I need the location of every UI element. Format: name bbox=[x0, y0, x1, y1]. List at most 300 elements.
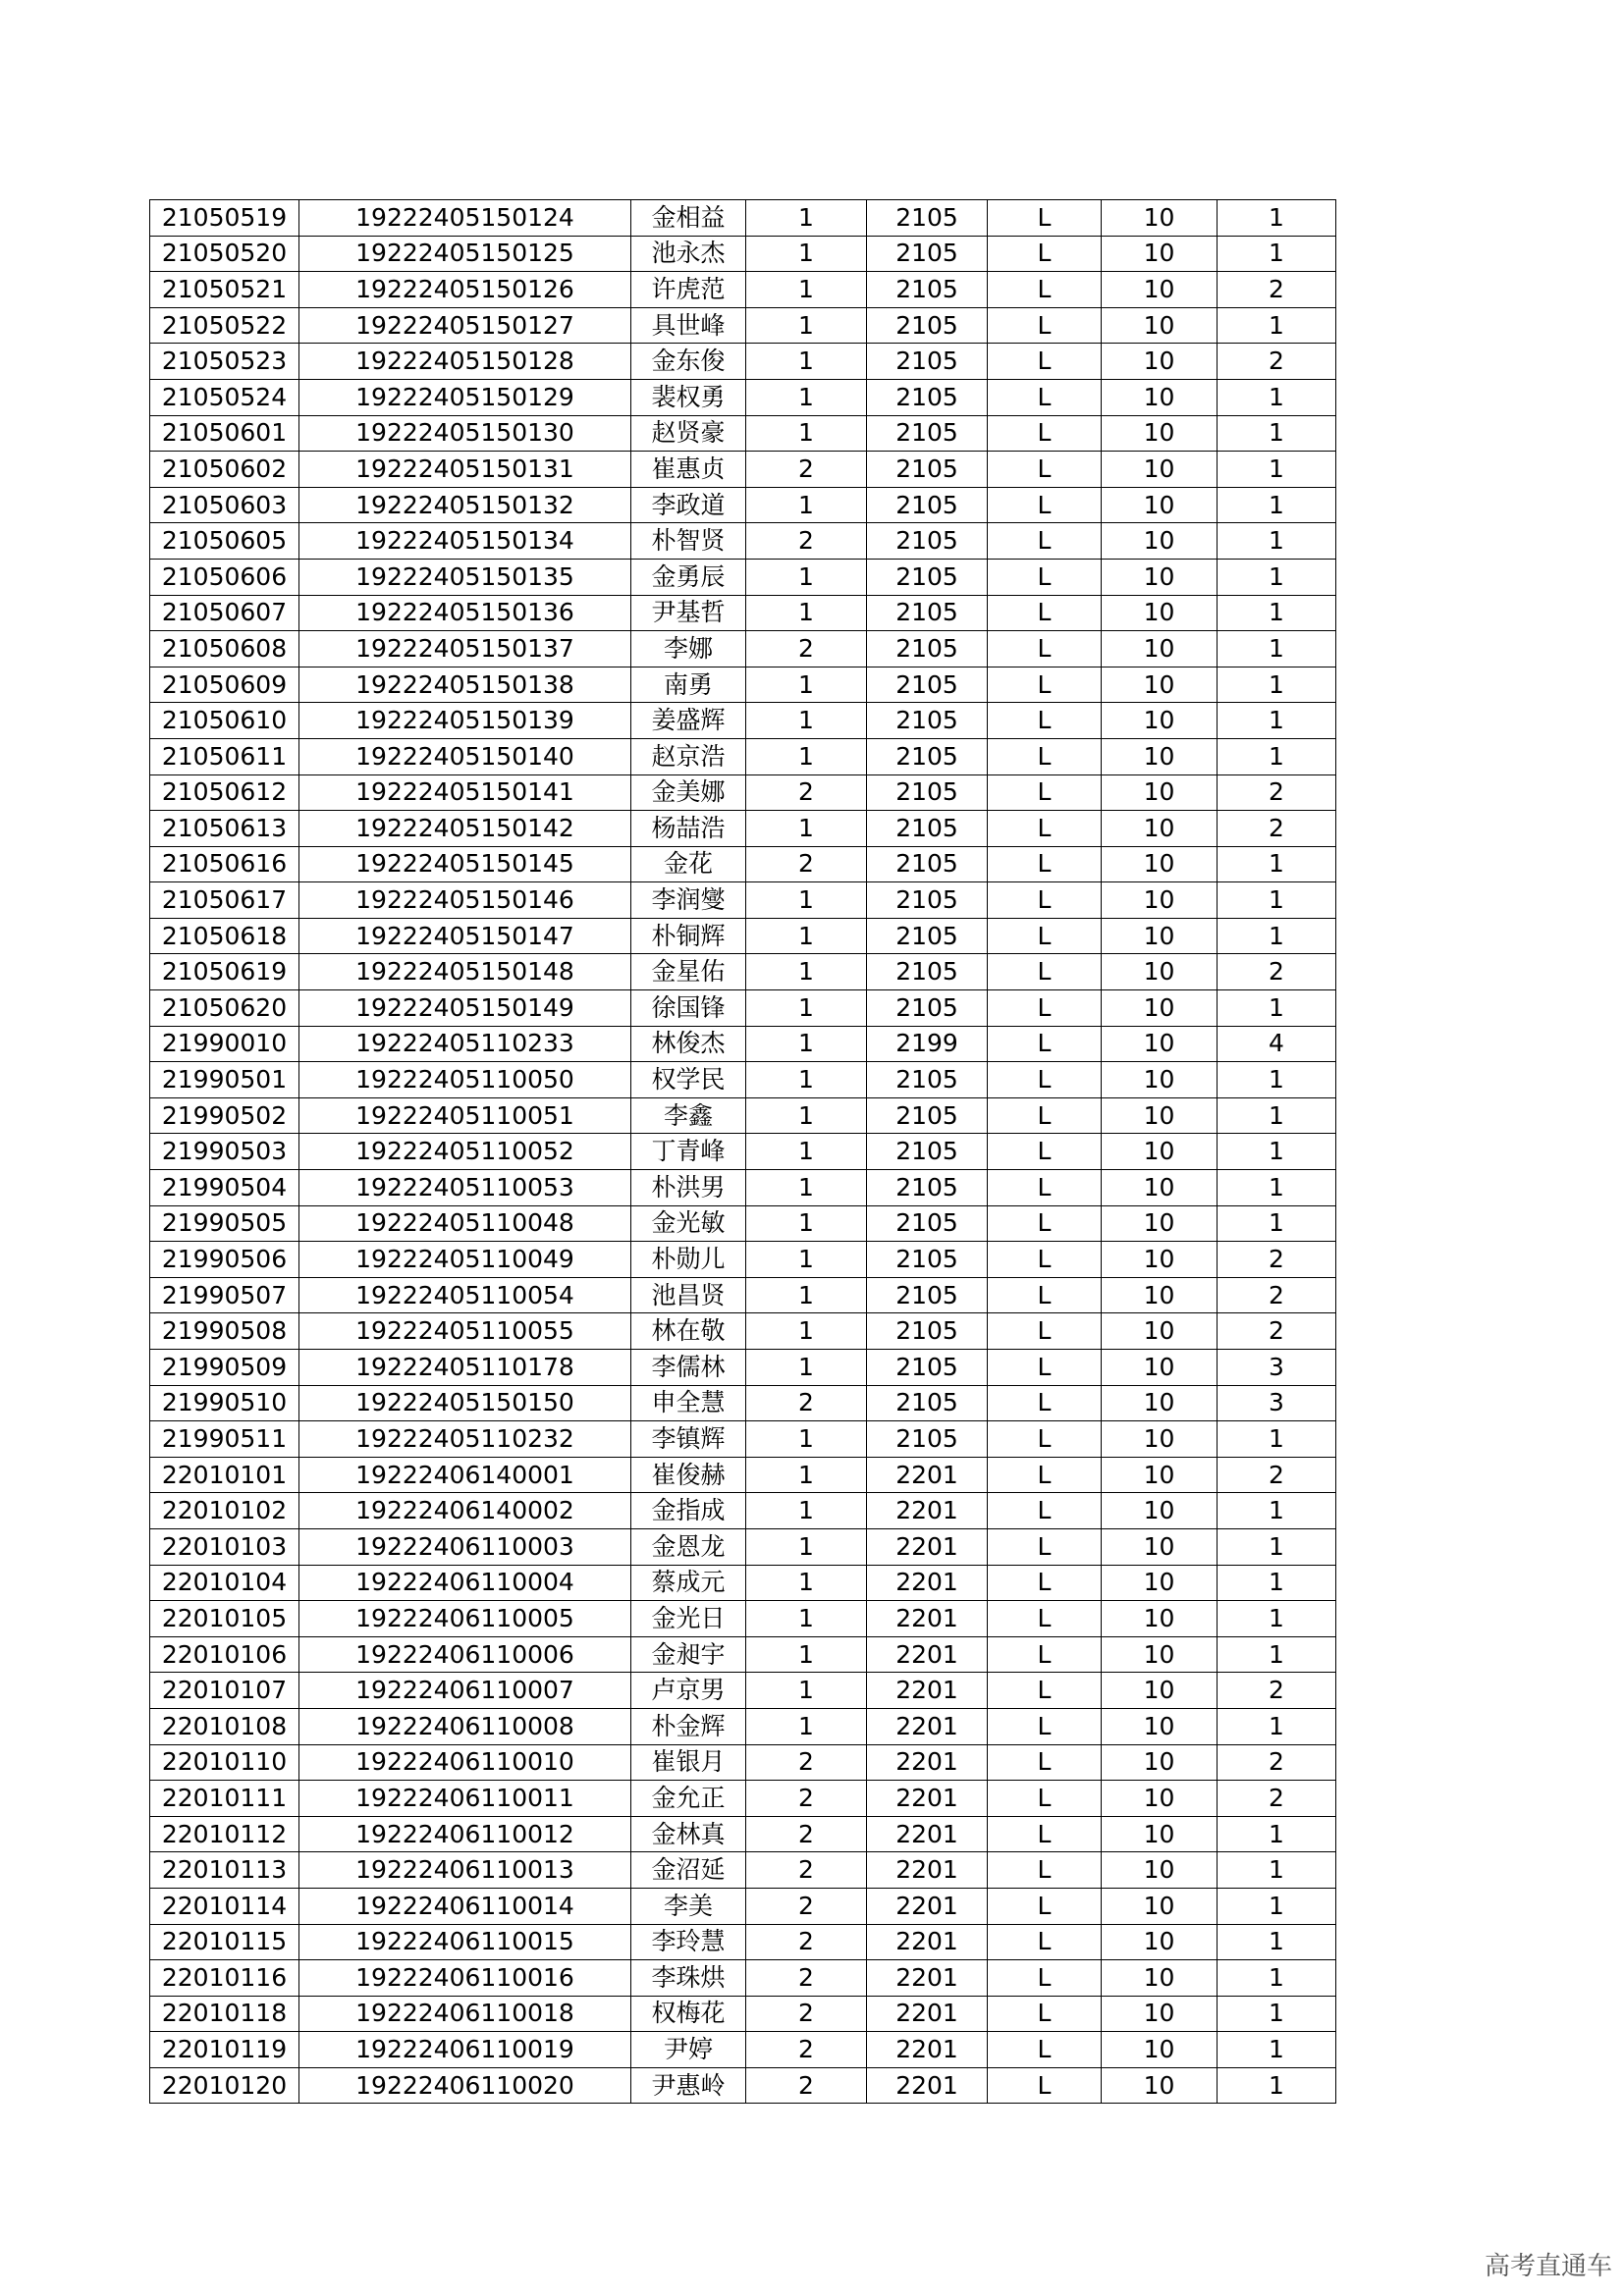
cell-count: 2 bbox=[1218, 1242, 1336, 1278]
cell-name: 权梅花 bbox=[631, 1996, 746, 2032]
cell-name: 金昶宇 bbox=[631, 1636, 746, 1673]
cell-count: 2 bbox=[1218, 1457, 1336, 1493]
cell-registration-no: 19222406110005 bbox=[299, 1601, 631, 1637]
cell-registration-no: 19222405150145 bbox=[299, 846, 631, 882]
cell-class-code: 2105 bbox=[867, 1062, 988, 1098]
cell-gender-code: 1 bbox=[746, 667, 867, 703]
cell-count: 3 bbox=[1218, 1385, 1336, 1421]
cell-count: 1 bbox=[1218, 703, 1336, 739]
cell-category: L bbox=[988, 523, 1102, 560]
cell-category: L bbox=[988, 1601, 1102, 1637]
cell-class-code: 2105 bbox=[867, 559, 988, 595]
cell-registration-no: 19222406140001 bbox=[299, 1457, 631, 1493]
cell-count: 1 bbox=[1218, 738, 1336, 774]
cell-value: 10 bbox=[1102, 1097, 1218, 1134]
cell-exam-id: 21050602 bbox=[150, 452, 299, 488]
cell-gender-code: 1 bbox=[746, 1673, 867, 1709]
cell-value: 10 bbox=[1102, 1708, 1218, 1744]
cell-gender-code: 1 bbox=[746, 1457, 867, 1493]
cell-gender-code: 1 bbox=[746, 1350, 867, 1386]
cell-exam-id: 21990504 bbox=[150, 1170, 299, 1206]
cell-registration-no: 19222406110019 bbox=[299, 2032, 631, 2068]
cell-category: L bbox=[988, 1996, 1102, 2032]
table-row bbox=[150, 738, 1336, 774]
cell-count: 1 bbox=[1218, 882, 1336, 919]
cell-value: 10 bbox=[1102, 2032, 1218, 2068]
table-row bbox=[150, 1134, 1336, 1170]
cell-value: 10 bbox=[1102, 379, 1218, 415]
cell-registration-no: 19222405150141 bbox=[299, 774, 631, 811]
cell-name: 金花 bbox=[631, 846, 746, 882]
cell-class-code: 2105 bbox=[867, 811, 988, 847]
cell-category: L bbox=[988, 1097, 1102, 1134]
cell-category: L bbox=[988, 200, 1102, 237]
cell-gender-code: 1 bbox=[746, 1277, 867, 1313]
cell-count: 1 bbox=[1218, 1888, 1336, 1924]
cell-class-code: 2105 bbox=[867, 1350, 988, 1386]
cell-category: L bbox=[988, 1565, 1102, 1601]
cell-class-code: 2105 bbox=[867, 990, 988, 1027]
cell-category: L bbox=[988, 811, 1102, 847]
cell-registration-no: 19222405150132 bbox=[299, 487, 631, 523]
cell-name: 杨喆浩 bbox=[631, 811, 746, 847]
cell-gender-code: 1 bbox=[746, 882, 867, 919]
table-row bbox=[150, 1924, 1336, 1960]
cell-value: 10 bbox=[1102, 595, 1218, 631]
cell-exam-id: 22010108 bbox=[150, 1708, 299, 1744]
cell-class-code: 2201 bbox=[867, 1673, 988, 1709]
cell-exam-id: 21050612 bbox=[150, 774, 299, 811]
cell-registration-no: 19222405150146 bbox=[299, 882, 631, 919]
table-row bbox=[150, 846, 1336, 882]
cell-count: 2 bbox=[1218, 1313, 1336, 1350]
cell-class-code: 2201 bbox=[867, 1960, 988, 1997]
cell-category: L bbox=[988, 1062, 1102, 1098]
table-row bbox=[150, 1242, 1336, 1278]
cell-gender-code: 1 bbox=[746, 738, 867, 774]
cell-value: 10 bbox=[1102, 1350, 1218, 1386]
cell-gender-code: 2 bbox=[746, 1781, 867, 1817]
cell-category: L bbox=[988, 1816, 1102, 1852]
table-row bbox=[150, 1852, 1336, 1889]
cell-class-code: 2105 bbox=[867, 307, 988, 344]
cell-value: 10 bbox=[1102, 1781, 1218, 1817]
cell-count: 2 bbox=[1218, 272, 1336, 308]
cell-value: 10 bbox=[1102, 1601, 1218, 1637]
cell-exam-id: 21990503 bbox=[150, 1134, 299, 1170]
cell-gender-code: 1 bbox=[746, 1493, 867, 1529]
cell-name: 金星佑 bbox=[631, 954, 746, 990]
cell-gender-code: 1 bbox=[746, 1636, 867, 1673]
cell-class-code: 2201 bbox=[867, 1565, 988, 1601]
cell-class-code: 2105 bbox=[867, 703, 988, 739]
cell-category: L bbox=[988, 1170, 1102, 1206]
cell-count: 2 bbox=[1218, 954, 1336, 990]
cell-category: L bbox=[988, 595, 1102, 631]
cell-name: 李润燮 bbox=[631, 882, 746, 919]
table-row bbox=[150, 631, 1336, 667]
table-row bbox=[150, 200, 1336, 237]
table-row bbox=[150, 559, 1336, 595]
cell-name: 姜盛辉 bbox=[631, 703, 746, 739]
cell-count: 1 bbox=[1218, 1960, 1336, 1997]
cell-count: 1 bbox=[1218, 415, 1336, 452]
table-row bbox=[150, 379, 1336, 415]
cell-class-code: 2105 bbox=[867, 1421, 988, 1458]
cell-class-code: 2201 bbox=[867, 1457, 988, 1493]
cell-count: 4 bbox=[1218, 1026, 1336, 1062]
cell-category: L bbox=[988, 344, 1102, 380]
cell-registration-no: 19222406110012 bbox=[299, 1816, 631, 1852]
cell-value: 10 bbox=[1102, 1134, 1218, 1170]
cell-value: 10 bbox=[1102, 954, 1218, 990]
cell-category: L bbox=[988, 1242, 1102, 1278]
cell-exam-id: 21990509 bbox=[150, 1350, 299, 1386]
cell-registration-no: 19222406110018 bbox=[299, 1996, 631, 2032]
cell-count: 1 bbox=[1218, 1636, 1336, 1673]
cell-class-code: 2201 bbox=[867, 2067, 988, 2104]
cell-category: L bbox=[988, 1277, 1102, 1313]
cell-count: 1 bbox=[1218, 307, 1336, 344]
cell-value: 10 bbox=[1102, 1636, 1218, 1673]
cell-exam-id: 22010106 bbox=[150, 1636, 299, 1673]
cell-class-code: 2201 bbox=[867, 1781, 988, 1817]
cell-exam-id: 21050522 bbox=[150, 307, 299, 344]
table-row bbox=[150, 2032, 1336, 2068]
cell-registration-no: 19222405110048 bbox=[299, 1205, 631, 1242]
cell-value: 10 bbox=[1102, 1457, 1218, 1493]
cell-exam-id: 21050607 bbox=[150, 595, 299, 631]
cell-count: 1 bbox=[1218, 667, 1336, 703]
cell-registration-no: 19222405110050 bbox=[299, 1062, 631, 1098]
cell-exam-id: 22010102 bbox=[150, 1493, 299, 1529]
cell-value: 10 bbox=[1102, 990, 1218, 1027]
cell-count: 3 bbox=[1218, 1350, 1336, 1386]
cell-exam-id: 21050521 bbox=[150, 272, 299, 308]
cell-value: 10 bbox=[1102, 344, 1218, 380]
cell-registration-no: 19222405150148 bbox=[299, 954, 631, 990]
cell-name: 朴智贤 bbox=[631, 523, 746, 560]
table-row bbox=[150, 1026, 1336, 1062]
table-row bbox=[150, 595, 1336, 631]
cell-gender-code: 1 bbox=[746, 1097, 867, 1134]
cell-exam-id: 22010103 bbox=[150, 1528, 299, 1565]
cell-name: 申全慧 bbox=[631, 1385, 746, 1421]
cell-gender-code: 2 bbox=[746, 452, 867, 488]
table-row bbox=[150, 1385, 1336, 1421]
cell-exam-id: 21050618 bbox=[150, 918, 299, 954]
cell-value: 10 bbox=[1102, 1960, 1218, 1997]
cell-value: 10 bbox=[1102, 882, 1218, 919]
cell-count: 1 bbox=[1218, 1134, 1336, 1170]
cell-value: 10 bbox=[1102, 1673, 1218, 1709]
cell-name: 南勇 bbox=[631, 667, 746, 703]
cell-name: 李美 bbox=[631, 1888, 746, 1924]
cell-category: L bbox=[988, 738, 1102, 774]
table-row bbox=[150, 1528, 1336, 1565]
cell-class-code: 2105 bbox=[867, 846, 988, 882]
cell-name: 崔俊赫 bbox=[631, 1457, 746, 1493]
cell-exam-id: 21050619 bbox=[150, 954, 299, 990]
cell-category: L bbox=[988, 631, 1102, 667]
cell-value: 10 bbox=[1102, 1816, 1218, 1852]
cell-category: L bbox=[988, 1852, 1102, 1889]
cell-exam-id: 21050617 bbox=[150, 882, 299, 919]
table-row bbox=[150, 307, 1336, 344]
cell-exam-id: 21050605 bbox=[150, 523, 299, 560]
cell-name: 金指成 bbox=[631, 1493, 746, 1529]
cell-class-code: 2201 bbox=[867, 1744, 988, 1781]
cell-class-code: 2105 bbox=[867, 523, 988, 560]
cell-name: 李镇辉 bbox=[631, 1421, 746, 1458]
table-row bbox=[150, 882, 1336, 919]
cell-registration-no: 19222405110178 bbox=[299, 1350, 631, 1386]
cell-class-code: 2201 bbox=[867, 1493, 988, 1529]
cell-count: 1 bbox=[1218, 1170, 1336, 1206]
cell-gender-code: 1 bbox=[746, 954, 867, 990]
table-row bbox=[150, 523, 1336, 560]
cell-count: 1 bbox=[1218, 1565, 1336, 1601]
cell-gender-code: 2 bbox=[746, 774, 867, 811]
cell-class-code: 2105 bbox=[867, 738, 988, 774]
cell-category: L bbox=[988, 452, 1102, 488]
cell-exam-id: 21050610 bbox=[150, 703, 299, 739]
cell-exam-id: 22010101 bbox=[150, 1457, 299, 1493]
cell-class-code: 2201 bbox=[867, 1816, 988, 1852]
cell-class-code: 2105 bbox=[867, 272, 988, 308]
cell-gender-code: 1 bbox=[746, 1205, 867, 1242]
cell-gender-code: 2 bbox=[746, 1852, 867, 1889]
cell-name: 李鑫 bbox=[631, 1097, 746, 1134]
cell-registration-no: 19222406110004 bbox=[299, 1565, 631, 1601]
table-row bbox=[150, 1708, 1336, 1744]
cell-count: 1 bbox=[1218, 1996, 1336, 2032]
cell-class-code: 2201 bbox=[867, 1996, 988, 2032]
cell-category: L bbox=[988, 379, 1102, 415]
cell-category: L bbox=[988, 1457, 1102, 1493]
cell-gender-code: 1 bbox=[746, 703, 867, 739]
cell-registration-no: 19222406110007 bbox=[299, 1673, 631, 1709]
cell-class-code: 2105 bbox=[867, 379, 988, 415]
cell-value: 10 bbox=[1102, 487, 1218, 523]
cell-registration-no: 19222406110011 bbox=[299, 1781, 631, 1817]
table-row bbox=[150, 344, 1336, 380]
cell-gender-code: 1 bbox=[746, 487, 867, 523]
cell-count: 1 bbox=[1218, 1816, 1336, 1852]
cell-name: 朴洪男 bbox=[631, 1170, 746, 1206]
cell-exam-id: 22010110 bbox=[150, 1744, 299, 1781]
cell-exam-id: 21990507 bbox=[150, 1277, 299, 1313]
cell-value: 10 bbox=[1102, 1493, 1218, 1529]
cell-value: 10 bbox=[1102, 1421, 1218, 1458]
cell-gender-code: 1 bbox=[746, 990, 867, 1027]
cell-value: 10 bbox=[1102, 918, 1218, 954]
cell-registration-no: 19222406110006 bbox=[299, 1636, 631, 1673]
cell-count: 1 bbox=[1218, 452, 1336, 488]
cell-value: 10 bbox=[1102, 1062, 1218, 1098]
cell-exam-id: 21050606 bbox=[150, 559, 299, 595]
cell-category: L bbox=[988, 1528, 1102, 1565]
cell-category: L bbox=[988, 1026, 1102, 1062]
cell-registration-no: 19222405150127 bbox=[299, 307, 631, 344]
cell-gender-code: 1 bbox=[746, 1421, 867, 1458]
cell-gender-code: 2 bbox=[746, 1385, 867, 1421]
cell-registration-no: 19222405150129 bbox=[299, 379, 631, 415]
cell-category: L bbox=[988, 667, 1102, 703]
cell-class-code: 2201 bbox=[867, 1636, 988, 1673]
table-row bbox=[150, 918, 1336, 954]
cell-class-code: 2105 bbox=[867, 1134, 988, 1170]
cell-exam-id: 21050608 bbox=[150, 631, 299, 667]
cell-class-code: 2105 bbox=[867, 1242, 988, 1278]
cell-class-code: 2105 bbox=[867, 918, 988, 954]
cell-count: 1 bbox=[1218, 1601, 1336, 1637]
cell-count: 1 bbox=[1218, 1493, 1336, 1529]
cell-gender-code: 2 bbox=[746, 1960, 867, 1997]
cell-registration-no: 19222405150125 bbox=[299, 236, 631, 272]
cell-registration-no: 19222406110003 bbox=[299, 1528, 631, 1565]
cell-class-code: 2105 bbox=[867, 344, 988, 380]
cell-exam-id: 22010111 bbox=[150, 1781, 299, 1817]
cell-value: 10 bbox=[1102, 1888, 1218, 1924]
cell-count: 1 bbox=[1218, 559, 1336, 595]
cell-exam-id: 21050524 bbox=[150, 379, 299, 415]
cell-registration-no: 19222405110051 bbox=[299, 1097, 631, 1134]
cell-category: L bbox=[988, 236, 1102, 272]
cell-gender-code: 1 bbox=[746, 1601, 867, 1637]
cell-category: L bbox=[988, 1924, 1102, 1960]
cell-name: 丁青峰 bbox=[631, 1134, 746, 1170]
cell-value: 10 bbox=[1102, 415, 1218, 452]
cell-class-code: 2105 bbox=[867, 1313, 988, 1350]
table-row bbox=[150, 1313, 1336, 1350]
cell-count: 1 bbox=[1218, 2067, 1336, 2104]
cell-value: 10 bbox=[1102, 452, 1218, 488]
cell-exam-id: 21050616 bbox=[150, 846, 299, 882]
cell-name: 尹基哲 bbox=[631, 595, 746, 631]
table-row bbox=[150, 1601, 1336, 1637]
cell-name: 金美娜 bbox=[631, 774, 746, 811]
cell-category: L bbox=[988, 1205, 1102, 1242]
cell-class-code: 2201 bbox=[867, 1601, 988, 1637]
cell-exam-id: 22010112 bbox=[150, 1816, 299, 1852]
cell-registration-no: 19222405150126 bbox=[299, 272, 631, 308]
cell-registration-no: 19222405110052 bbox=[299, 1134, 631, 1170]
cell-count: 1 bbox=[1218, 631, 1336, 667]
table-row bbox=[150, 1457, 1336, 1493]
cell-value: 10 bbox=[1102, 631, 1218, 667]
cell-count: 1 bbox=[1218, 379, 1336, 415]
cell-exam-id: 22010114 bbox=[150, 1888, 299, 1924]
cell-exam-id: 22010118 bbox=[150, 1996, 299, 2032]
cell-name: 林在敬 bbox=[631, 1313, 746, 1350]
cell-category: L bbox=[988, 2067, 1102, 2104]
cell-exam-id: 22010120 bbox=[150, 2067, 299, 2104]
cell-class-code: 2105 bbox=[867, 631, 988, 667]
cell-exam-id: 22010115 bbox=[150, 1924, 299, 1960]
cell-count: 2 bbox=[1218, 774, 1336, 811]
cell-category: L bbox=[988, 846, 1102, 882]
cell-gender-code: 2 bbox=[746, 846, 867, 882]
cell-exam-id: 22010107 bbox=[150, 1673, 299, 1709]
cell-category: L bbox=[988, 1350, 1102, 1386]
table-row bbox=[150, 1960, 1336, 1997]
cell-gender-code: 1 bbox=[746, 1242, 867, 1278]
cell-name: 尹惠岭 bbox=[631, 2067, 746, 2104]
cell-class-code: 2105 bbox=[867, 487, 988, 523]
cell-count: 1 bbox=[1218, 523, 1336, 560]
cell-class-code: 2201 bbox=[867, 1852, 988, 1889]
cell-category: L bbox=[988, 1708, 1102, 1744]
cell-exam-id: 21050613 bbox=[150, 811, 299, 847]
cell-count: 1 bbox=[1218, 1421, 1336, 1458]
cell-count: 1 bbox=[1218, 1062, 1336, 1098]
cell-name: 池永杰 bbox=[631, 236, 746, 272]
cell-value: 10 bbox=[1102, 236, 1218, 272]
cell-name: 朴铜辉 bbox=[631, 918, 746, 954]
table-row bbox=[150, 1565, 1336, 1601]
cell-category: L bbox=[988, 1421, 1102, 1458]
cell-gender-code: 2 bbox=[746, 1816, 867, 1852]
cell-count: 2 bbox=[1218, 811, 1336, 847]
cell-count: 1 bbox=[1218, 236, 1336, 272]
table-row bbox=[150, 1421, 1336, 1458]
cell-count: 2 bbox=[1218, 1781, 1336, 1817]
table-row bbox=[150, 703, 1336, 739]
cell-exam-id: 21050601 bbox=[150, 415, 299, 452]
cell-category: L bbox=[988, 1493, 1102, 1529]
cell-category: L bbox=[988, 1636, 1102, 1673]
cell-name: 金东俊 bbox=[631, 344, 746, 380]
cell-value: 10 bbox=[1102, 1385, 1218, 1421]
cell-name: 林俊杰 bbox=[631, 1026, 746, 1062]
cell-gender-code: 2 bbox=[746, 631, 867, 667]
cell-registration-no: 19222406110010 bbox=[299, 1744, 631, 1781]
cell-gender-code: 1 bbox=[746, 1313, 867, 1350]
cell-category: L bbox=[988, 882, 1102, 919]
cell-name: 蔡成元 bbox=[631, 1565, 746, 1601]
table-row bbox=[150, 774, 1336, 811]
cell-value: 10 bbox=[1102, 1170, 1218, 1206]
cell-category: L bbox=[988, 415, 1102, 452]
cell-exam-id: 21990511 bbox=[150, 1421, 299, 1458]
table-row bbox=[150, 1744, 1336, 1781]
cell-registration-no: 19222406110013 bbox=[299, 1852, 631, 1889]
cell-count: 1 bbox=[1218, 200, 1336, 237]
cell-exam-id: 22010105 bbox=[150, 1601, 299, 1637]
cell-value: 10 bbox=[1102, 200, 1218, 237]
cell-value: 10 bbox=[1102, 1744, 1218, 1781]
cell-category: L bbox=[988, 307, 1102, 344]
cell-gender-code: 1 bbox=[746, 1565, 867, 1601]
cell-registration-no: 19222405150149 bbox=[299, 990, 631, 1027]
cell-category: L bbox=[988, 990, 1102, 1027]
cell-class-code: 2105 bbox=[867, 774, 988, 811]
cell-gender-code: 2 bbox=[746, 523, 867, 560]
table-row bbox=[150, 954, 1336, 990]
cell-registration-no: 19222405110233 bbox=[299, 1026, 631, 1062]
table-row bbox=[150, 272, 1336, 308]
cell-value: 10 bbox=[1102, 1242, 1218, 1278]
cell-category: L bbox=[988, 272, 1102, 308]
cell-exam-id: 21050611 bbox=[150, 738, 299, 774]
student-table bbox=[149, 199, 1336, 2104]
cell-class-code: 2105 bbox=[867, 1097, 988, 1134]
cell-registration-no: 19222405150136 bbox=[299, 595, 631, 631]
cell-gender-code: 1 bbox=[746, 1026, 867, 1062]
cell-exam-id: 22010119 bbox=[150, 2032, 299, 2068]
cell-gender-code: 1 bbox=[746, 595, 867, 631]
